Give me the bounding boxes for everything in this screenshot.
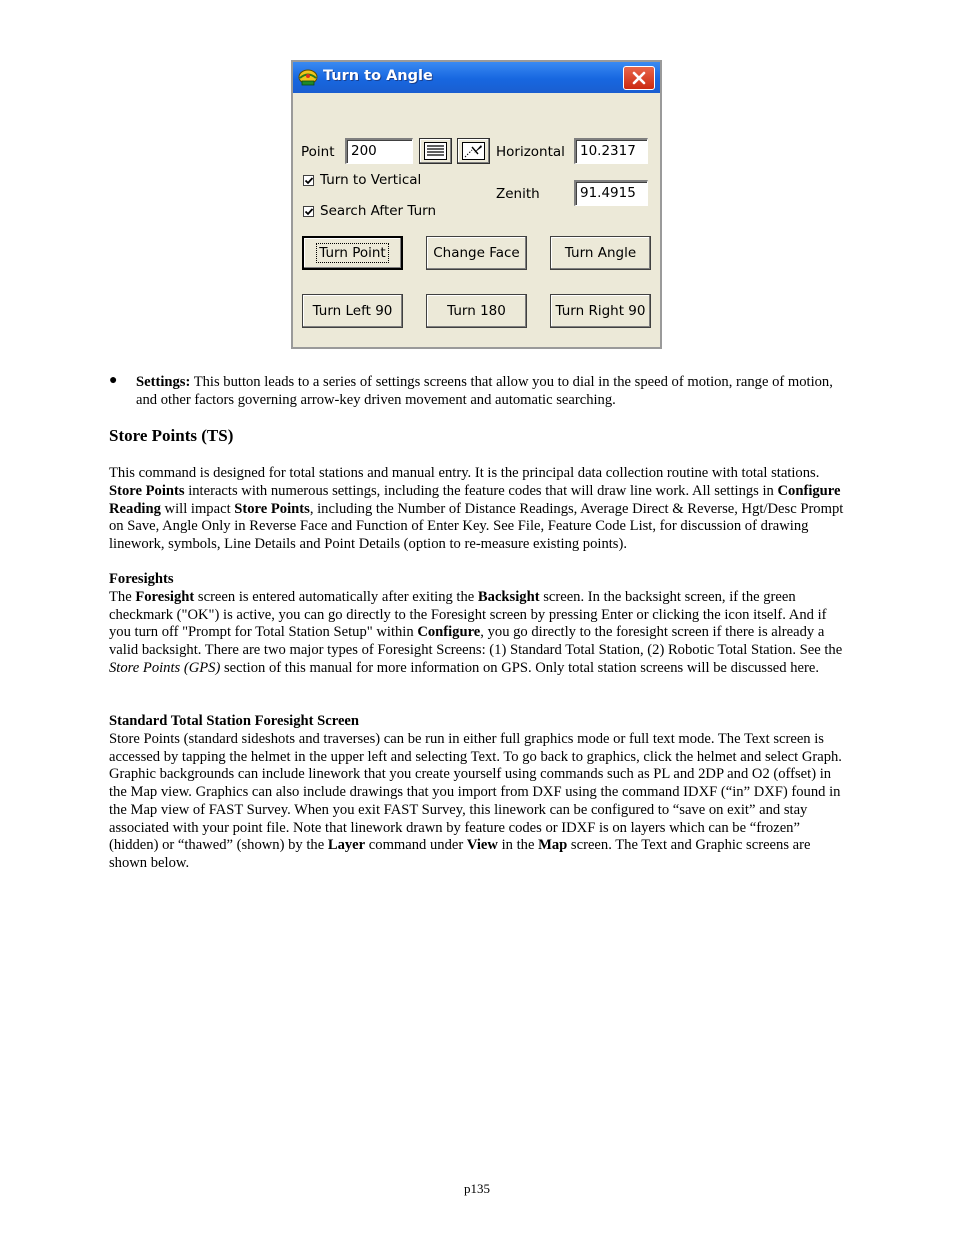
section-heading: Store Points (TS) (109, 426, 234, 445)
paragraph-foresights: Foresights The Foresight screen is entered automatically after exiting the Backsight screen. In the backsight screen, if the green checkmark ("OK") is active, you can go directly to the Foresight screen by pressing Enter or clicking the icon itself. And if you turn off "Prompt for Total Station Setup" within Configure, you go directly to the foresight screen if there is already a valid backsight. There are two major types of Foresight Screens: (1) Standard Total Station, (2) Robotic Total Station. See the Store Points (GPS) section of this manual for more information on GPS. Only total station screens will be discussed here. (109, 571, 849, 678)
turn-angle-label: Turn Angle (564, 245, 637, 261)
turn-angle-button[interactable] (550, 236, 651, 270)
change-face-label: Change Face (433, 245, 520, 261)
turn-180-button[interactable] (426, 294, 527, 328)
point-list-button[interactable] (419, 138, 452, 164)
turn-to-vertical-checkbox[interactable] (303, 172, 421, 188)
search-after-turn-label: Search After Turn (320, 203, 437, 219)
paragraph-intro: This command is designed for total stations and manual entry. It is the principal data collection routine with total stations. Store Points interacts with numerous settings, including the feature codes that will draw line work. All settings in Configure Reading will impact Store Points, including the Number of Distance Readings, Average Direct & Reverse, Hgt/Desc Prompt on Save, Angle Only in Reverse Face and Function of Enter Key. See File, Feature Code List, for discussion of drawing linework, symbols, Line Details and Point Details (option to re-measure existing points). (109, 465, 844, 552)
map-pick-icon (462, 142, 485, 160)
turn-left-90-button[interactable] (302, 294, 403, 328)
turn-point-label: Turn Point (319, 245, 386, 261)
turn-to-angle-dialog (291, 60, 662, 349)
turn-left-90-label: Turn Left 90 (312, 303, 393, 319)
change-face-button[interactable] (426, 236, 527, 270)
standard-ts-heading: Standard Total Station Foresight Screen (109, 713, 360, 729)
close-button[interactable] (623, 66, 655, 90)
turn-to-vertical-box[interactable] (303, 175, 314, 186)
checkmark-icon (304, 207, 314, 217)
bullet-dot: ● (109, 373, 118, 388)
map-pick-button[interactable] (457, 138, 490, 164)
search-after-turn-checkbox[interactable] (303, 203, 436, 219)
zenith-input[interactable]: 91.4915 (574, 180, 648, 206)
settings-bullet-text (136, 373, 836, 409)
search-after-turn-box[interactable] (303, 206, 314, 217)
settings-description: This button leads to a series of settings screens that allow you to dial in the speed of motion, range of motion, and other factors governing arrow-key driven movement and automatic searching. (136, 374, 833, 408)
dialog-title: Turn to Angle (323, 68, 433, 84)
turn-point-button[interactable] (302, 236, 403, 270)
checkmark-icon (304, 176, 314, 186)
turn-to-vertical-label: Turn to Vertical (320, 172, 422, 188)
horizontal-label: Horizontal (496, 144, 565, 160)
close-icon (632, 71, 646, 85)
page-number: p135 (464, 1181, 490, 1196)
point-input[interactable]: 200 (345, 138, 413, 164)
turn-right-90-label: Turn Right 90 (555, 303, 646, 319)
foresights-heading: Foresights (109, 571, 174, 587)
list-icon (424, 142, 447, 160)
dialog-titlebar (293, 62, 660, 93)
point-label: Point (301, 144, 335, 160)
horizontal-input[interactable]: 10.2317 (574, 138, 648, 164)
turn-180-label: Turn 180 (447, 303, 506, 319)
turn-right-90-button[interactable] (550, 294, 651, 328)
settings-bold: Settings: (136, 374, 191, 390)
helmet-icon[interactable] (297, 67, 319, 89)
paragraph-standard-ts: Standard Total Station Foresight Screen Store Points (standard sideshots and traverses) can be run in either full graphics mode or full text mode. The Text screen is accessed by tapping the helmet in the upper left and selecting Text. To go back to graphics, click the helmet and select Graph. Graphic backgrounds can include linework that you create yourself using commands such as PL and 2DP and O2 (offset) in the Map view. Graphics can also include drawings that you import from DXF using the command IDXF (“in” DXF) found in the Map view of FAST Survey. When you exit FAST Survey, this linework can be configured to “save on exit” and stay associated with your point file. Note that linework drawn by feature codes or IDXF is on layers which can be “frozen” (hidden) or “thawed” (shown) by the Layer command under View in the Map screen. The Text and Graphic screens are shown below. (109, 713, 849, 873)
zenith-label: Zenith (496, 186, 540, 202)
